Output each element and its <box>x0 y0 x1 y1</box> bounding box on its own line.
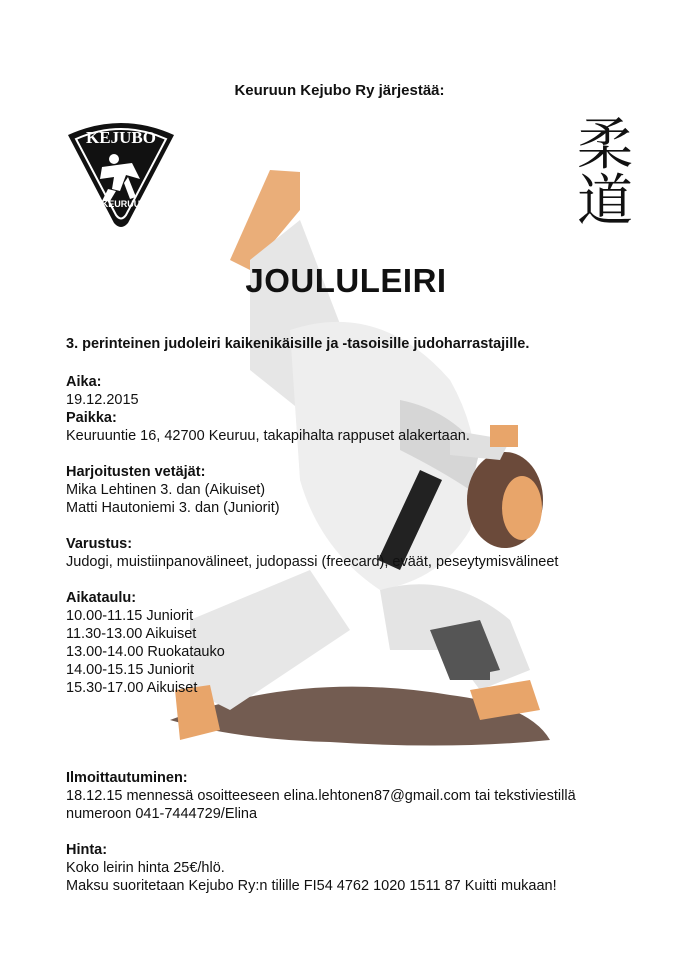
ilmoittautuminen-line: 18.12.15 mennessä osoitteeseen elina.lehtonen87@gmail.com tai tekstiviestillä <box>66 788 576 804</box>
vetaja-line: Matti Hautoniemi 3. dan (Juniorit) <box>66 500 280 516</box>
aikataulu-heading: Aikataulu: <box>66 590 137 606</box>
logo-bottom-text: KEURUU <box>101 199 141 209</box>
page-title: JOULULEIRI <box>245 262 447 299</box>
kanji-ju: 柔 <box>577 113 633 178</box>
schedule-item: 14.00-15.15 Juniorit <box>66 662 195 678</box>
vetaja-line: Mika Lehtinen 3. dan (Aikuiset) <box>66 482 266 498</box>
schedule-item: 15.30-17.00 Aikuiset <box>66 680 198 696</box>
intro-text: Keuruun Kejubo Ry järjestää: <box>234 82 445 99</box>
ilmoittautuminen-line: numeroon 041-7444729/Elina <box>66 806 258 822</box>
paikka-heading: Paikka: <box>66 410 117 426</box>
schedule-item: 10.00-11.15 Juniorit <box>66 608 194 624</box>
logo-top-text: KEJUBO <box>86 128 156 147</box>
event-details <box>66 373 666 895</box>
judo-kanji <box>570 113 640 234</box>
paikka-value: Keuruuntie 16, 42700 Keuruu, takapihalta rappuset alakertaan. <box>66 428 470 444</box>
aika-value: 19.12.2015 <box>66 392 139 408</box>
hinta-heading: Hinta: <box>66 842 108 858</box>
hinta-line: Koko leirin hinta 25€/hlö. <box>66 860 225 876</box>
vetajat-heading: Harjoitusten vetäjät: <box>66 464 206 480</box>
kanji-do: 道 <box>577 169 633 234</box>
ilmoittautuminen-heading: Ilmoittautuminen: <box>66 770 188 786</box>
varustus-heading: Varustus: <box>66 536 133 552</box>
schedule-item: 11.30-13.00 Aikuiset <box>66 626 197 642</box>
varustus-value: Judogi, muistiinpanovälineet, judopassi (freecard), eväät, peseytymisvälineet <box>66 554 559 570</box>
aika-heading: Aika: <box>66 374 102 390</box>
tagline: 3. perinteinen judoleiri kaikenikäisille ja -tasoisille judoharrastajille. <box>66 336 530 352</box>
schedule-item: 13.00-14.00 Ruokatauko <box>66 644 225 660</box>
hinta-line: Maksu suoritetaan Kejubo Ry:n tilille FI54 4762 1020 1511 87 Kuitti mukaan! <box>66 878 557 894</box>
